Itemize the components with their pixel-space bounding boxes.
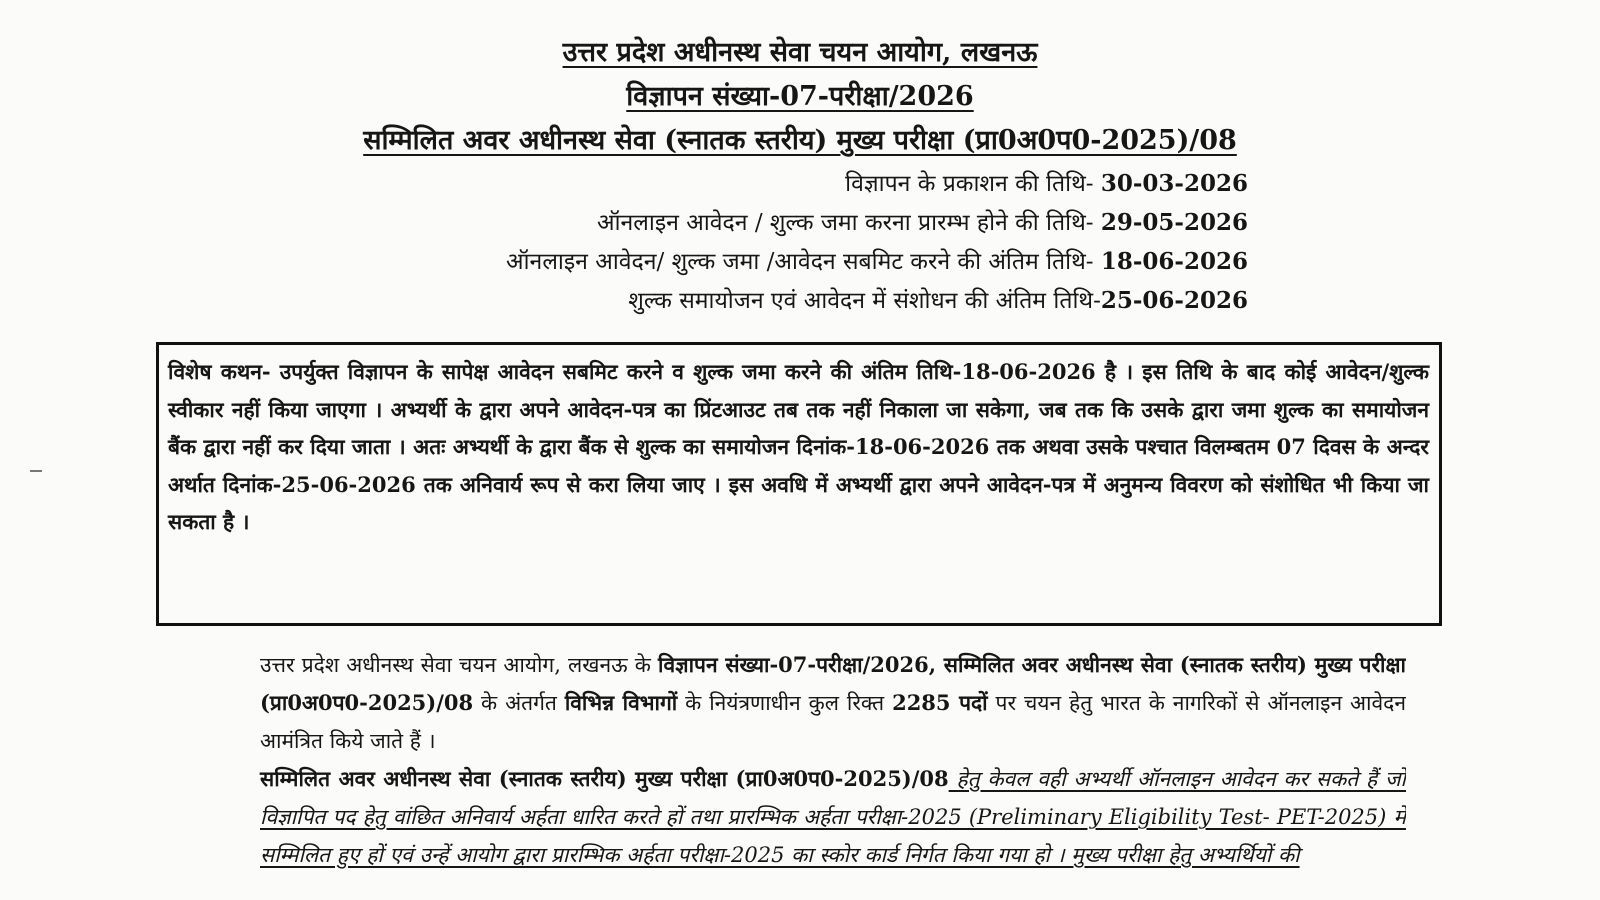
publication-date-label: विज्ञापन के प्रकाशन की तिथि- bbox=[845, 171, 1101, 197]
adjustment-date-row bbox=[628, 283, 1248, 315]
intro-paragraph bbox=[164, 646, 1406, 762]
eligibility-paragraph-body bbox=[164, 760, 1406, 874]
last-date-label: ऑनलाइन आवेदन/ शुल्क जमा /आवेदन सबमिट करने की अंतिम तिथि- bbox=[506, 249, 1101, 275]
eligibility-paragraph bbox=[164, 760, 1406, 900]
eligibility-text-1: सम्मिलित अवर अधीनस्थ सेवा (स्नातक स्तरीय) मुख्य परीक्षा (प्रा0अ0प0-2025)/08 bbox=[260, 766, 949, 791]
intro-text-3: के अंतर्गत bbox=[473, 691, 565, 715]
exam-title-text: सम्मिलित अवर अधीनस्थ सेवा (स्नातक स्तरीय) मुख्य परीक्षा (प्रा0अ0प0-2025)/08 bbox=[363, 125, 1237, 156]
intro-text-7: पर चयन हेतु भारत के नागरिकों से ऑनलाइन आवेदन आमंत्रित किये जाते हैं । bbox=[260, 691, 1406, 753]
special-notice-box bbox=[156, 342, 1442, 626]
advertisement-number-text: विज्ञापन संख्या-07-परीक्षा/2026 bbox=[626, 81, 974, 112]
intro-paragraph-body bbox=[164, 646, 1406, 760]
scan-mark bbox=[30, 470, 42, 472]
start-date-label: ऑनलाइन आवेदन / शुल्क जमा करना प्रारम्भ होने की तिथि- bbox=[597, 210, 1101, 236]
exam-title bbox=[0, 120, 1600, 157]
start-date-row bbox=[597, 205, 1248, 237]
special-notice-text: विशेष कथन- उपर्युक्त विज्ञापन के सापेक्ष आवेदन सबमिट करने व शुल्क जमा करने की अंतिम तिथि-18-06-2026 है । इस तिथि के बाद कोई आवेदन/शुल्क स्वीकार नहीं किया जाएगा । अभ्यर्थी के द्वारा अपने आवेदन-पत्र का प्रिंटआउट तब तक नहीं निकाला जा सकेगा, जब तक कि उसके द्वारा जमा शुल्क का समायोजन बैंक द्वारा नहीं कर दिया जाता । अतः अभ्यर्थी के द्वारा बैंक से शुल्क का समायोजन दिनांक-18-06-2026 तक अथवा उसके पश्चात विलम्बतम 07 दिवस के अन्दर अर्थात दिनांक-25-06-2026 तक अनिवार्य रूप से करा लिया जाए । इस अवधि में अभ्यर्थी द्वारा अपने आवेदन-पत्र में अनुमन्य विवरण को संशोधित भी किया जा सकता है । bbox=[168, 359, 1429, 534]
commission-title bbox=[0, 32, 1600, 69]
last-date-value: 18-06-2026 bbox=[1100, 248, 1248, 275]
start-date-value: 29-05-2026 bbox=[1100, 209, 1248, 236]
intro-text-6: 2285 पदों bbox=[892, 690, 988, 715]
eligibility-text-2: हेतु केवल वही अभ्यर्थी ऑनलाइन आवेदन कर सकते हैं जो विज्ञापित पद हेतु वांछित अनिवार्य अर्हता धारित करते हों तथा प्रारम्भिक अर्हता परीक्षा-2025 (Preliminary Eligibility Test- PET-2025) में सम्मिलित हुए हों एवं उन्हें आयोग द्वारा प्रारम्भिक अर्हता परीक्षा-2025 का स्कोर कार्ड निर्गत किया गया हो । मुख्य परीक्षा हेतु अभ्यर्थियों की bbox=[260, 767, 1406, 867]
commission-title-text: उत्तर प्रदेश अधीनस्थ सेवा चयन आयोग, लखनऊ bbox=[562, 37, 1038, 68]
intro-text-4: विभिन्न विभागों bbox=[564, 690, 678, 715]
adjustment-date-value: 25-06-2026 bbox=[1100, 287, 1248, 314]
publication-date-value: 30-03-2026 bbox=[1100, 170, 1248, 197]
adjustment-date-label: शुल्क समायोजन एवं आवेदन में संशोधन की अंतिम तिथि- bbox=[628, 288, 1101, 314]
publication-date-row bbox=[845, 166, 1248, 198]
intro-text-5: के नियंत्रणाधीन कुल रिक्त bbox=[677, 691, 893, 715]
intro-text-1: उत्तर प्रदेश अधीनस्थ सेवा चयन आयोग, लखनऊ के bbox=[260, 653, 658, 677]
last-date-row bbox=[506, 244, 1248, 276]
intro-text-2: विज्ञापन संख्या-07-परीक्षा/2026, सम्मिलित अवर अधीनस्थ सेवा (स्नातक स्तरीय) मुख्य परीक्षा (प्रा0अ0प0-2025)/08 bbox=[260, 652, 1406, 715]
advertisement-number bbox=[0, 76, 1600, 113]
